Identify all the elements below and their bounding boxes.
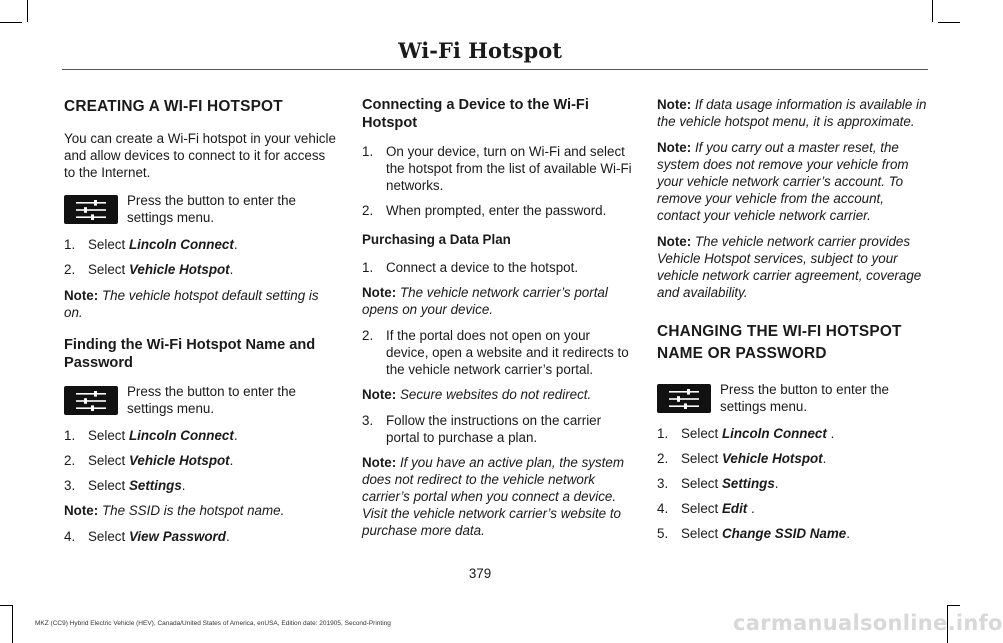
settings-sliders-icon [64,195,118,224]
note: Note: Secure websites do not redirect. [362,387,592,402]
settings-sliders-icon [64,386,118,415]
list-item: 1. Connect a device to the hotspot. [362,260,579,275]
list-item: 3. Select Settings. [64,478,186,493]
list-item: 2. Select Vehicle Hotspot. [657,451,827,466]
column-1 [64,96,339,553]
page-number: 379 [468,566,492,581]
settings-sliders-icon [657,384,711,413]
crop-mark [0,605,13,606]
list-item: 1. Select Lincoln Connect . [657,426,835,441]
settings-instruction [64,383,339,417]
list-item: 1. Select Lincoln Connect. [64,428,238,443]
footer-edition-info: MKZ (CC9) Hybrid Electric Vehicle (HEV), Canada/United States of America, enUSA, Edition date: 201905, Second-Printing [35,620,391,627]
crop-mark [932,0,933,22]
subsection-heading: Connecting a Device to the Wi-Fi Hotspot [362,97,589,131]
page-title: Wi-Fi Hotspot [398,38,562,63]
settings-instruction [657,381,929,415]
note: Note: If you have an active plan, the system does not redirect to the vehicle network carrier’s portal when you connect a device. Visit the vehicle network carrier’s website to purchase more data. [362,455,624,538]
list-item: 4. Select View Password. [64,529,230,544]
note: Note: The SSID is the hotspot name. [64,503,285,518]
subsection-heading: Finding the Wi-Fi Hotspot Name and Password [64,337,316,371]
settings-instruction [64,192,339,226]
list-item: 2. Select Vehicle Hotspot. [64,453,234,468]
list-item: 5. Select Change SSID Name. [657,526,850,541]
column-3 [657,96,929,550]
list-item: 2. If the portal does not open on your device, open a website and it redirects to the vehicle network carrier’s portal. [362,328,629,377]
list-item: 1. Select Lincoln Connect. [64,237,238,252]
intro-paragraph: You can create a Wi-Fi hotspot in your vehicle and allow devices to connect to it for access to the Internet. [64,131,336,180]
list-item: 2. Select Vehicle Hotspot. [64,262,234,277]
subsection-heading: Purchasing a Data Plan [362,232,511,247]
header-rule [62,69,928,70]
crop-mark [12,605,13,643]
column-2 [362,96,634,550]
settings-prompt: Press the button to enter the settings menu. [127,193,296,225]
note: Note: The vehicle hotspot default setting is on. [64,288,319,320]
list-item: 3. Follow the instructions on the carrier portal to purchase a plan. [362,413,602,445]
section-heading: CREATING A WI-FI HOTSPOT [64,98,283,115]
crop-mark [27,0,28,22]
note: Note: The vehicle network carrier’s portal opens on your device. [362,285,608,317]
note: Note: The vehicle network carrier provides Vehicle Hotspot services, subject to your vehicle network carrier agreement, coverage and availability. [657,234,922,300]
note: Note: If you carry out a master reset, the system does not remove your vehicle from your vehicle network carrier’s account. To remove your vehicle from the account, contact your vehicle network carrier. [657,140,909,223]
note: Note: If data usage information is available in the vehicle hotspot menu, it is approximate. [657,97,927,129]
settings-prompt: Press the button to enter the settings menu. [720,382,889,414]
list-item: 2. When prompted, enter the password. [362,203,607,218]
watermark: carmanualsonline.info [733,611,1003,635]
list-item: 3. Select Settings. [657,476,779,491]
settings-prompt: Press the button to enter the settings menu. [127,384,296,416]
crop-mark [947,605,960,606]
section-heading: CHANGING THE WI-FI HOTSPOT NAME OR PASSWORD [657,323,902,362]
list-item: 1. On your device, turn on Wi-Fi and select the hotspot from the list of available Wi-Fi networks. [362,144,632,193]
crop-mark [0,22,22,23]
list-item: 4. Select Edit . [657,501,755,516]
crop-mark [938,22,960,23]
